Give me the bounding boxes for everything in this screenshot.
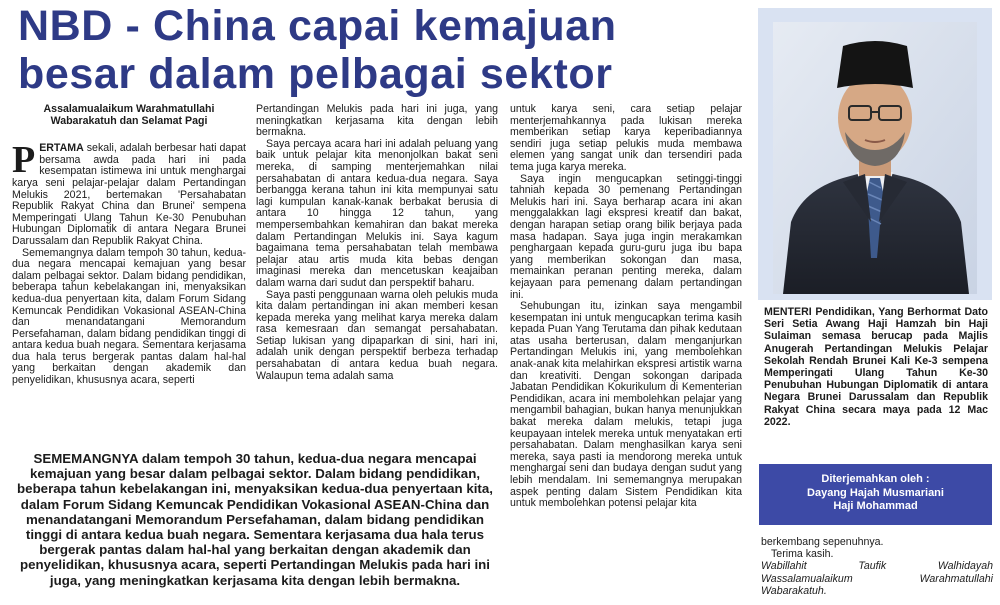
article-paragraph: Saya pasti penggunaan warna oleh pelukis muda kita dalam pertandingan ini akan memberi kesan kepada mereka yang melihat karya mereka dalam rasa kemesraan dan semangat persahabatan. Setiap lukisan yang dipaparkan di sini, hari ini, adalah unik dengan perspektif berbeza terhadap persahabatan di antara kedua buah negara. Walaupun tema adalah sama [256,288,498,382]
signoff-word: Wassalamualaikum [761,572,853,585]
translator-box [759,464,992,525]
pull-quote: SEMEMANGNYA dalam tempoh 30 tahun, kedua-dua negara mencapai kemajuan yang besar dalam pelbagai sektor. Dalam bidang pendidikan, beberapa tahun kebelakangan ini, menyaksikan kedua-dua penyertaan kita, dalam Forum Sidang Kemuncak Pendidikan Vokasional ASEAN-China dan menandatangani Memorandum Persefahaman, dalam bidang pendidikan tinggi di antara kedua buah negara. Sementara kerjasama dua hala terus bergerak pantas dalam hal-hal yang berkaitan dengan akademik dan penyelidikan, khususnya acara, seperti Pertandingan Melukis pada hari ini juga, yang meningkatkan kerjasama kita dengan lebih bermakna. [17,451,493,588]
greeting-line-1: Assalamualaikum Warahmatullahi [43,104,215,115]
article-paragraph: Saya percaya acara hari ini adalah peluang yang baik untuk pelajar kita menonjolkan bakat seni mereka, di samping menterjemahkan nilai persahabatan di antara kedua-dua negara. Saya berbangga kerana tahun ini kita mempunyai satu lagi kumpulan kanak-kanak berbakat berusia di antara 10 hingga 12 tahun, yang mempersembahkan kemahiran dan bakat mereka dalam Pertandingan Melukis ini. Saya kagum bagaimana tema persahabatan telah membawa pelajar atau artis muda kita bebas dengan imaginasi mereka dan mencetuskan keajaiban dalam warna dari sudut dan perspektif baharu. [256,137,498,289]
translator-label: Diterjemahkan oleh : [821,473,930,485]
translator-name-line-1: Dayang Hajah Musmariani [807,486,944,499]
closing-line-1: berkembang sepenuhnya. [761,536,884,548]
greeting [12,104,246,127]
article-column-1 [12,104,246,447]
article-closing [761,536,993,597]
signoff-word: Taufik [858,560,887,573]
signoff-word: Walhidayah [937,560,993,573]
article-column-3 [510,104,742,604]
lead-word: ERTAMA [39,142,84,155]
signoff-line-2 [761,573,993,585]
minister-photo [773,22,977,294]
closing-line-2: Terima kasih. [771,548,834,561]
signoff-line-3: Wabarakatuh. [761,584,827,597]
drop-cap: P [12,139,36,182]
portrait-illustration [773,22,977,294]
signoff-word: Wabillahit [761,560,807,573]
article-paragraph: untuk karya seni, cara setiap pelajar menterjemahkannya pada lukisan mereka memberikan setiap karya keperibadiannya sendiri juga setiap pelukis muda membawa elemen yang sangat unik dan tersendiri pada tema juga karya mereka. [510,104,742,173]
article-paragraph [12,139,246,247]
paragraph-text: sekali, adalah berbesar hati dapat bersama awda pada hari ini pada kesempatan istimewa ini untuk menghargai karya seni pelajar-pelajar dalam Pertandingan Melukis 2021, bertemakan 'Persahabatan Republik Rakyat China dan Brunei' sempena Memperingati Ulang Tahun Ke-30 Penubuhan Hubungan Diplomatik di antara Negara Brunei Darussalam dan Republik Rakyat China. [12,142,246,247]
signoff-word: Warahmatullahi [919,572,993,585]
article-paragraph: Saya ingin mengucapkan setinggi-tinggi tahniah kepada 30 pemenang Pertandingan Melukis hari ini. Saya berharap acara ini akan menggalakkan lagi ekspresi kreatif dan bakat, dengan harapan setiap orang bilik berjaya pada masa hadapan. Saya juga ingin merakamkan penghargaan kepada guru-guru juga ibu bapa yang memberikan sokongan dan masa, memainkan peranan penting mereka, dalam kejayaan para pemenang dalam pertandingan ini. [510,172,742,301]
article-paragraph: Sehubungan itu, izinkan saya mengambil kesempatan ini untuk mengucapkan terima kasih kepada Puan Yang Terutama dan pihak kedutaan atas usaha berterusan, dalam menganjurkan Pertandingan Melukis ini, yang membolehkan anak-anak kita melahirkan ekspresi artistik warna dan kreativiti. Dengan sokongan daripada Jabatan Pendidikan Kokurikulum di Kementerian Pendidikan, acara ini membolehkan pelajar yang mengambil bahagian, bukan hanya menunjukkan bakat mereka dalam melukis, tetapi juga keupayaan intelek mereka untuk menyatakan erti persahabatan. Dalam menghasilkan karya seni mereka, saya pasti ia mendorong mereka untuk menghargai seni dan budaya dengan sudut yang lebih mendalam. Ini sememangnya merupakan aspek penting dalam Sistem Pendidikan kita untuk membolehkan potensi pelajar kita [510,300,742,510]
article-paragraph: Sememangnya dalam tempoh 30 tahun, kedua-dua negara mencapai kemajuan yang besar dalam pelbagai sektor. Dalam bidang pendidikan, beberapa tahun kebelakangan ini, menyaksikan kedua-dua penyertaan kita, dalam Forum Sidang Kemuncak Pendidikan Vokasional ASEAN-China dan menandatangani Memorandum Persefahaman, dalam bidang pendidikan tinggi di antara kedua buah negara. Sementara kerjasama dua hala terus bergerak pantas dalam hal-hal yang berkaitan dengan akademik dan penyelidikan, khususnya acara, seperti [12,246,246,387]
photo-caption: MENTERI Pendidikan, Yang Berhormat Dato Seri Setia Awang Haji Hamzah bin Haji Sulaiman semasa berucap pada Majlis Anugerah Pertandingan Melukis Pelajar Sekolah Rendah Brunei Kali Ke-3 sempena Memperingati Ulang Tahun Ke-30 Penubuhan Hubungan Diplomatik di antara Negara Brunei Darussalam dan Republik Rakyat China secara maya pada 12 Mac 2022. [764,306,988,428]
headline [18,2,748,98]
article-paragraph: Pertandingan Melukis pada hari ini juga, yang meningkatkan kerjasama kita dengan lebih bermakna. [256,104,498,139]
headline-line-1: NBD - China capai kemajuan [18,2,617,50]
signoff-line-1 [761,560,993,572]
headline-line-2: besar dalam pelbagai sektor [18,50,613,98]
article-column-2 [256,104,498,447]
translator-name-line-2: Haji Mohammad [833,500,918,512]
greeting-line-2: Wabarakatuh dan Selamat Pagi [50,114,208,127]
